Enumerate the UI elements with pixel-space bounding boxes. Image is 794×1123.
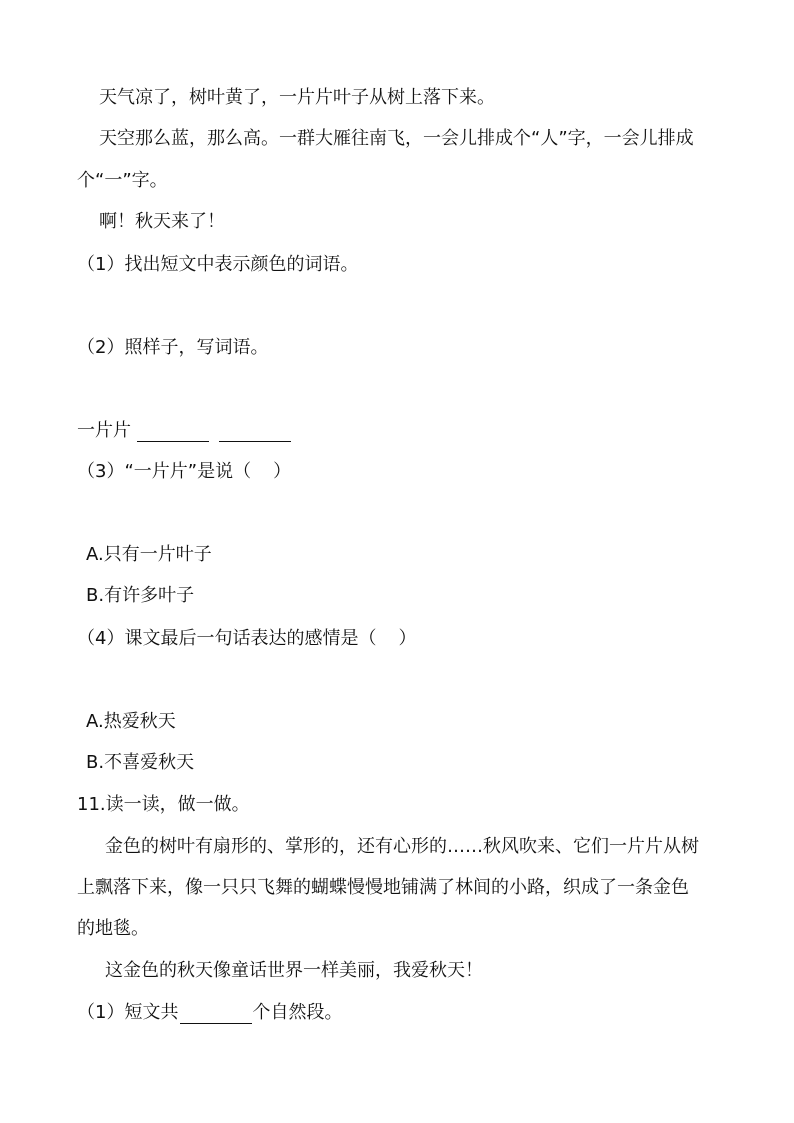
item-11-question-1-suffix: 个自然段。 — [252, 1002, 343, 1023]
answer-blank-2[interactable] — [219, 423, 291, 442]
question-4-stem: （4）课文最后一句话表达的感情是（ — [77, 628, 377, 649]
question-3-option-a: A.只有一片叶子 — [86, 544, 212, 565]
passage-paragraph-3: 啊！秋天来了！ — [99, 211, 225, 232]
question-4 — [77, 628, 416, 650]
question-3-stem: （3）“一片片”是说（ — [77, 461, 252, 482]
question-4-close-paren: ） — [398, 628, 417, 649]
answer-blank-1[interactable] — [137, 423, 209, 442]
item-11-paragraph-1-line-3: 的地毯。 — [77, 918, 149, 939]
question-4-option-b: B.不喜爱秋天 — [86, 752, 195, 773]
item-11-question-1 — [77, 1002, 342, 1024]
passage-paragraph-2-line-2: 个“一”字。 — [77, 170, 168, 191]
passage-paragraph-1: 天气凉了，树叶黄了，一片片叶子从树上落下来。 — [99, 87, 495, 108]
item-11-question-1-prefix: （1）短文共 — [77, 1002, 179, 1023]
question-3 — [77, 461, 291, 483]
question-3-close-paren: ） — [273, 461, 292, 482]
example-word: 一片片 — [77, 420, 131, 441]
item-11-paragraph-1-line-1: 金色的树叶有扇形的、掌形的，还有心形的……秋风吹来、它们一片片从树 — [105, 836, 699, 857]
answer-blank-paragraph-count[interactable] — [180, 1005, 252, 1024]
passage-paragraph-2-line-1: 天空那么蓝，那么高。一群大雁往南飞，一会儿排成个“人”字，一会儿排成 — [99, 128, 694, 149]
question-1: （1）找出短文中表示颜色的词语。 — [77, 254, 359, 275]
item-11-paragraph-2: 这金色的秋天像童话世界一样美丽，我爱秋天！ — [105, 960, 483, 981]
question-2-example-row — [77, 420, 291, 442]
question-2: （2）照样子，写词语。 — [77, 337, 269, 358]
item-11-paragraph-1-line-2: 上飘落下来，像一只只飞舞的蝴蝶慢慢地铺满了林间的小路，织成了一条金色 — [77, 877, 689, 898]
item-11-title: 11.读一读，做一做。 — [77, 794, 250, 815]
question-3-option-b: B.有许多叶子 — [86, 585, 195, 606]
question-4-option-a: A.热爱秋天 — [86, 711, 176, 732]
